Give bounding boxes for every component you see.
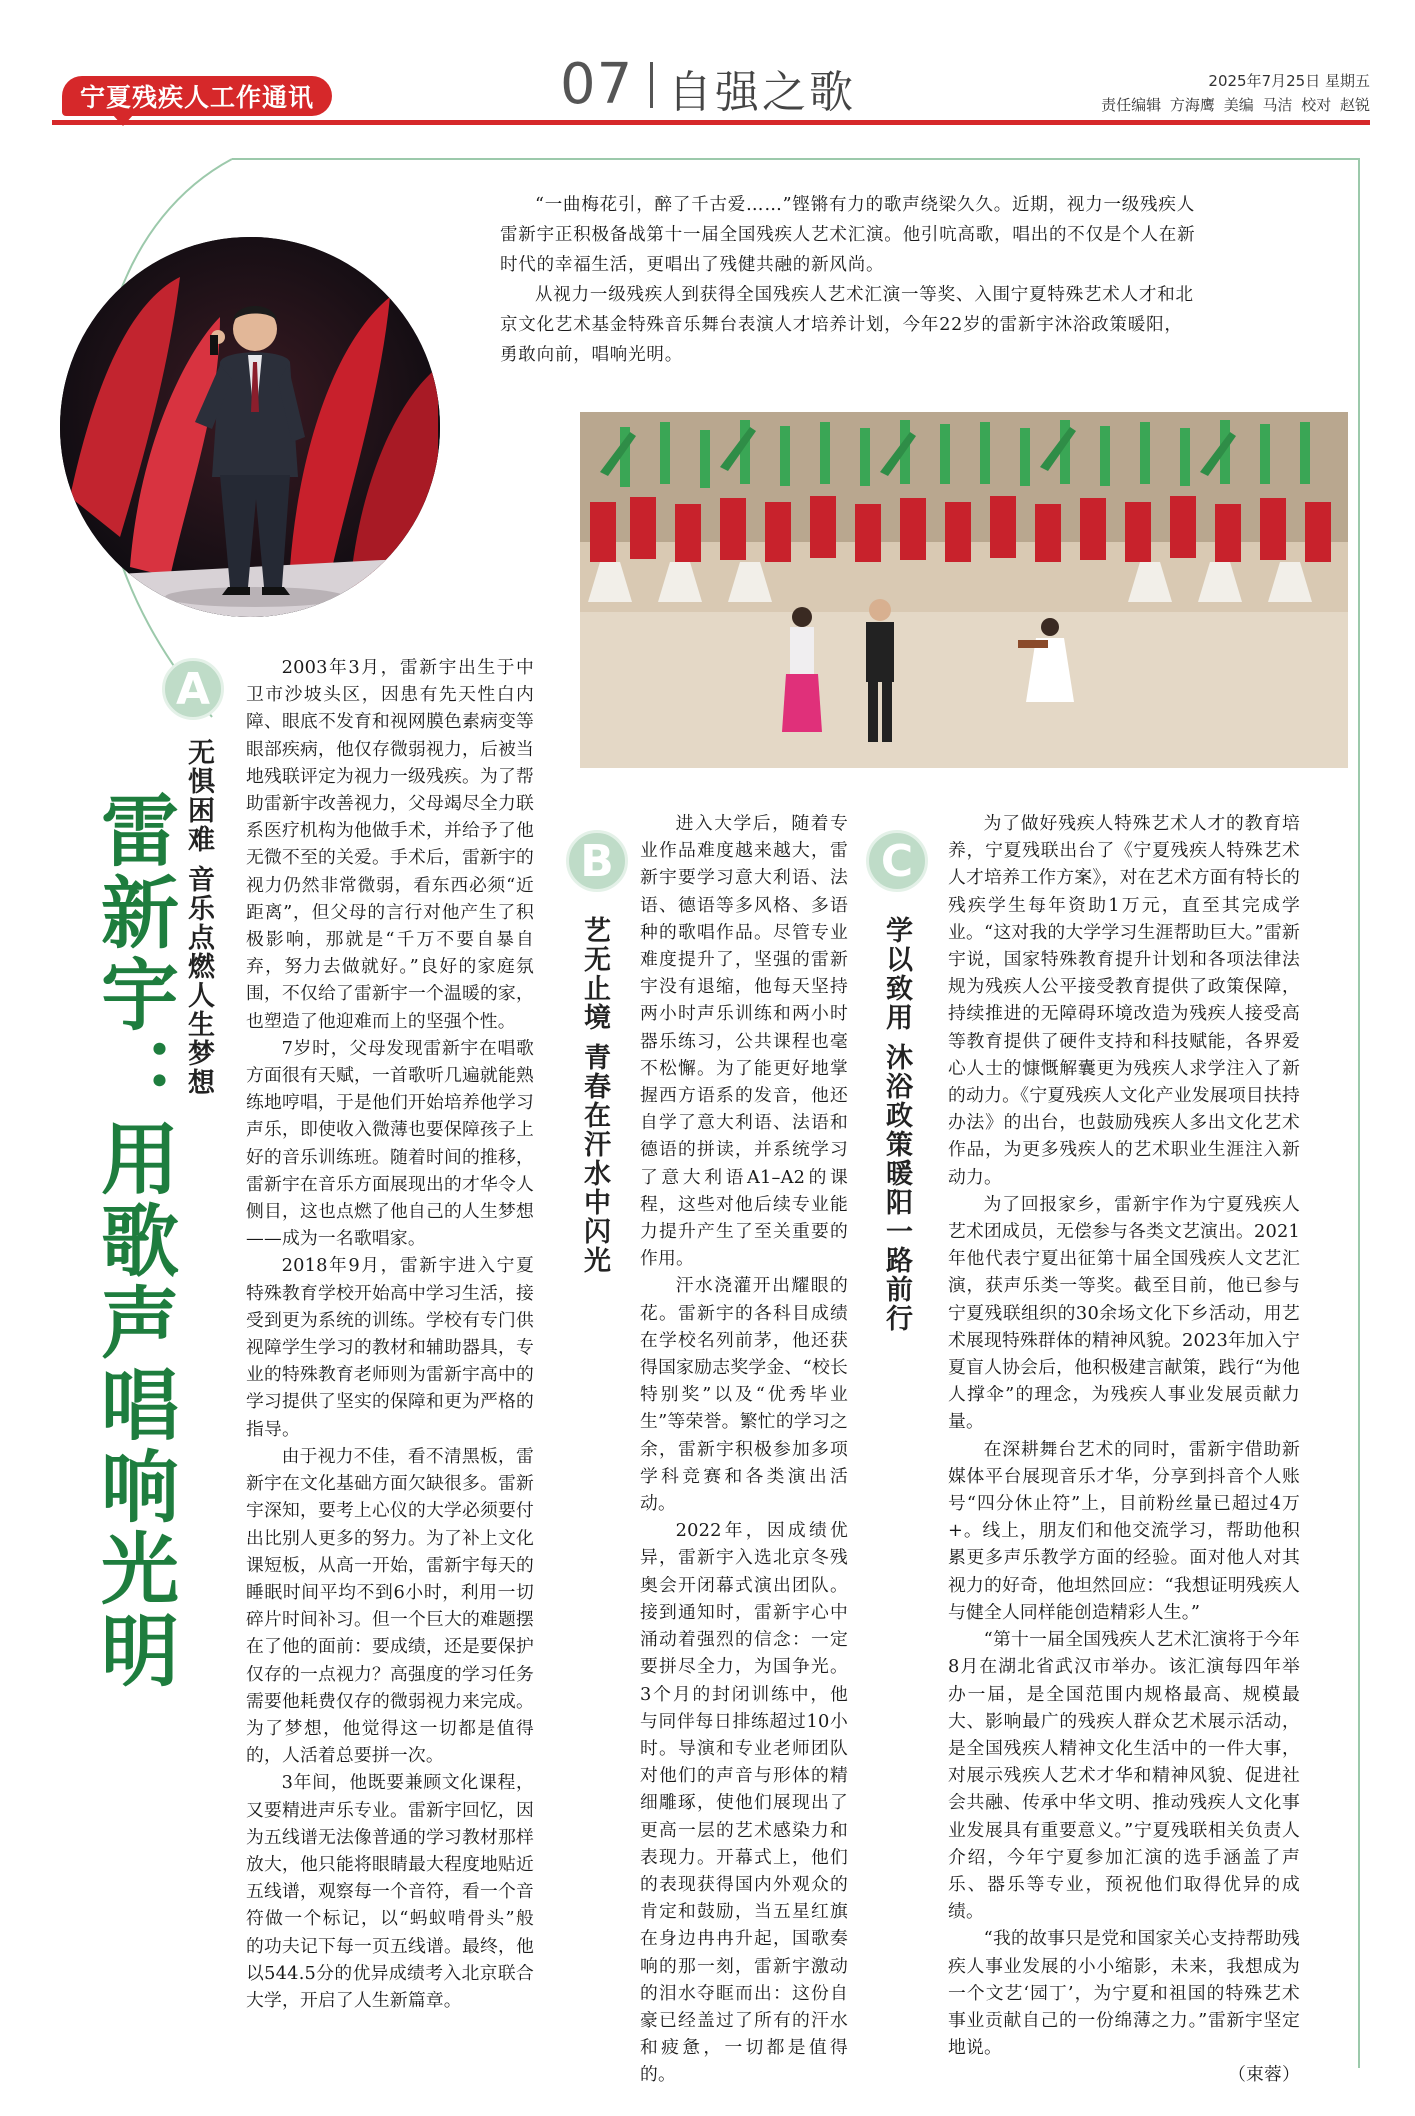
frame-right-line xyxy=(1358,158,1360,2068)
body-paragraph: 7岁时，父母发现雷新宇在唱歌方面很有天赋，一首歌听几遍就能熟练地哼唱，于是他们开始培养他学习声乐，即使收入微薄也要保障孩子上好的音乐训练班。随着时间的推移，雷新宇在音乐方面展现出的才华令人侧目，这也点燃了他自己的人生梦想——成为一名歌唱家。 xyxy=(246,1037,534,1250)
section-c-body xyxy=(948,810,1300,2089)
page-number: 07 xyxy=(560,52,634,117)
section-a-subtitle: 无惧困难 音乐点燃人生梦想 xyxy=(183,738,214,1098)
portrait-illustration xyxy=(60,237,440,617)
body-paragraph: 为了做好残疾人特殊艺术人才的教育培养，宁夏残联出台了《宁夏残疾人特殊艺术人才培养工作方案》，对在艺术方面有特长的残疾学生每年资助1万元，直至其完成学业。“这对我的大学学习生涯帮助巨大。”雷新宇说，国家特殊教育提升计划和各项法律法规为残疾人公平接受教育提供了政策保障，持续推进的无障碍环境改造为残疾人接受高等教育提供了硬件支持和科技赋能，各界爱心人士的慷慨解囊更为残疾人求学注入了新的动力。《宁夏残疾人文化产业发展项目扶持办法》的出台，也鼓励残疾人多出文化艺术作品，为更多残疾人的艺术职业生涯注入新动力。 xyxy=(948,813,1300,1188)
body-paragraph: “我的故事只是党和国家关心支持帮助残疾人事业发展的小小缩影，未来，我想成为一个文艺‘园丁’，为宁夏和祖国的特殊艺术事业贡献自己的一份绵薄之力。”雷新宇坚定地说。 xyxy=(948,1928,1300,2059)
section-a-badge: A xyxy=(162,658,224,720)
stage-performance-photo xyxy=(580,412,1348,768)
body-paragraph: 由于视力不佳，看不清黑板，雷新宇在文化基础方面欠缺很多。雷新宇深知，要考上心仪的大学必须要付出比别人更多的努力。为了补上文化课短板，从高一开始，雷新宇每天的睡眠时间平均不到6小时，利用一切碎片时间补习。但一个巨大的难题摆在了他的面前：要成绩，还是要保护仅存的一点视力？高强度的学习任务需要他耗费仅存的微弱视力来完成。为了梦想，他觉得这一切都是值得的，人活着总要拼一次。 xyxy=(246,1445,534,1767)
body-paragraph: 在深耕舞台艺术的同时，雷新宇借助新媒体平台展现音乐才华，分享到抖音个人账号“四分休止符”上，目前粉丝量已超过4万+。线上，朋友们和他交流学习，帮助他积累更多声乐教学方面的经验。面对他人对其视力的好奇，他坦然回应：“我想证明残疾人与健全人同样能创造精彩人生。” xyxy=(948,1438,1300,1623)
body-paragraph: 3年间，他既要兼顾文化课程，又要精进声乐专业。雷新宇回忆，因为五线谱无法像普通的学习教材那样放大，他只能将眼睛最大程度地贴近五线谱，观察每一个音符，看一个音符做一个标记，以“蚂蚁啃骨头”般的功夫记下每一页五线谱。最终，他以544.5分的优异成绩考入北京联合大学，开启了人生新篇章。 xyxy=(246,1772,534,2011)
section-c-badge: C xyxy=(866,830,928,892)
stage-illustration xyxy=(580,412,1348,768)
section-title: 自强之歌 xyxy=(668,67,856,118)
body-paragraph: “第十一届全国残疾人艺术汇演将于今年8月在湖北省武汉市举办。该汇演每四年举办一届，是全国范围内规格最高、规模最大、影响最广的残疾人群众艺术展示活动，是全国残疾人精神文化生活中的一件大事，对展示残疾人艺术才华和精神风貌、促进社会共融、传承中华文明、推动残疾人文化事业发展具有重要意义。”宁夏残联相关负责人介绍，今年宁夏参加汇演的选手涵盖了声乐、器乐等专业，预祝他们取得优异的成绩。 xyxy=(948,1629,1300,1923)
body-paragraph: 2018年9月，雷新宇进入宁夏特殊教育学校开始高中学习生活，接受到更为系统的训练。学校有专门供视障学生学习的教材和辅助器具，专业的特殊教育老师则为雷新宇高中的学习提供了坚实的保障和更为严格的指导。 xyxy=(246,1255,534,1440)
section-a-body xyxy=(246,654,534,2014)
header-divider xyxy=(650,62,653,108)
editor-credits: 责任编辑 方海鹰 美编 马洁 校对 赵锐 xyxy=(1101,96,1370,114)
intro-paragraph: “一曲梅花引，醉了千古爱……”铿锵有力的歌声绕梁久久。近期，视力一级残疾人雷新宇正积极备战第十一届全国残疾人艺术汇演。他引吭高歌，唱出的不仅是个人在新时代的幸福生活，更唱出了残健共融的新风尚。 xyxy=(500,195,1196,275)
article-headline: 雷新宇：用歌声唱响光明 xyxy=(88,790,178,1692)
section-b-body xyxy=(640,810,848,2089)
body-paragraph: 2022年，因成绩优异，雷新宇入选北京冬残奥会开闭幕式演出团队。接到通知时，雷新宇心中涌动着强烈的信念：一定要拼尽全力，为国争光。3个月的封闭训练中，他与同伴每日排练超过10小时。导演和专业老师团队对他们的声音与形体的精细雕琢，使他们展现出了更高一层的艺术感染力和表现力。开幕式上，他们的表现获得国内外观众的肯定和鼓励，当五星红旗在身边冉冉升起，国歌奏响的那一刻，雷新宇激动的泪水夺眶而出：这份自豪已经盖过了所有的汗水和疲惫，一切都是值得的。 xyxy=(640,1520,848,2086)
body-paragraph: 进入大学后，随着专业作品难度越来越大，雷新宇要学习意大利语、法语、德语等多风格、多语种的歌唱作品。尽管专业难度提升了，坚强的雷新宇没有退缩，他每天坚持两小时声乐训练和两小时器乐练习，公共课程也毫不松懈。为了能更好地掌握西方语系的发音，他还自学了意大利语、法语和德语的拼读，并系统学习了意大利语A1–A2的课程，这些对他后续专业能力提升产生了至关重要的作用。 xyxy=(640,813,848,1270)
article-byline: （束蓉） xyxy=(1228,2064,1300,2086)
issue-date: 2025年7月25日 星期五 xyxy=(1208,72,1370,90)
body-paragraph: 汗水浇灌开出耀眼的花。雷新宇的各科目成绩在学校名列前茅，他还获得国家励志奖学金、“校长特别奖”以及“优秀毕业生”等荣誉。繁忙的学习之余，雷新宇积极参加多项学科竞赛和各类演出活动。 xyxy=(640,1275,848,1515)
section-c-subtitle: 学以致用 沐浴政策暖阳一路前行 xyxy=(881,916,912,1334)
section-b-badge: B xyxy=(566,830,628,892)
header-rule xyxy=(52,120,1370,125)
section-b-subtitle: 艺无止境 青春在汗水中闪光 xyxy=(579,916,610,1276)
intro-paragraph: 从视力一级残疾人到获得全国残疾人艺术汇演一等奖、入围宁夏特殊艺术人才和北京文化艺术基金特殊音乐舞台表演人才培养计划，今年22岁的雷新宇沐浴政策暖阳，勇敢向前，唱响光明。 xyxy=(500,285,1194,365)
body-paragraph: 为了回报家乡，雷新宇作为宁夏残疾人艺术团成员，无偿参与各类文艺演出。2021年他代表宁夏出征第十届全国残疾人文艺汇演，获声乐类一等奖。截至目前，他已参与宁夏残联组织的30余场文化下乡活动，用艺术展现特殊群体的精神风貌。2023年加入宁夏盲人协会后，他积极建言献策，践行“为他人撑伞”的理念，为残疾人事业发展贡献力量。 xyxy=(948,1193,1300,1433)
body-paragraph: 2003年3月，雷新宇出生于中卫市沙坡头区，因患有先天性白内障、眼底不发育和视网膜色素病变等眼部疾病，他仅存微弱视力，后被当地残联评定为视力一级残疾。为了帮助雷新宇改善视力，父母竭尽全力联系医疗机构为他做手术，并给予了他无微不至的关爱。手术后，雷新宇的视力仍然非常微弱，看东西必须“近距离”，但父母的言行对他产生了积极影响，那就是“千万不要自暴自弃，努力去做就好。”良好的家庭氛围，不仅给了雷新宇一个温暖的家，也塑造了他迎难而上的坚强个性。 xyxy=(246,657,534,1032)
article-intro xyxy=(500,190,1200,370)
newspaper-brand: 宁夏残疾人工作通讯 xyxy=(62,76,332,116)
portrait-photo xyxy=(60,237,440,617)
